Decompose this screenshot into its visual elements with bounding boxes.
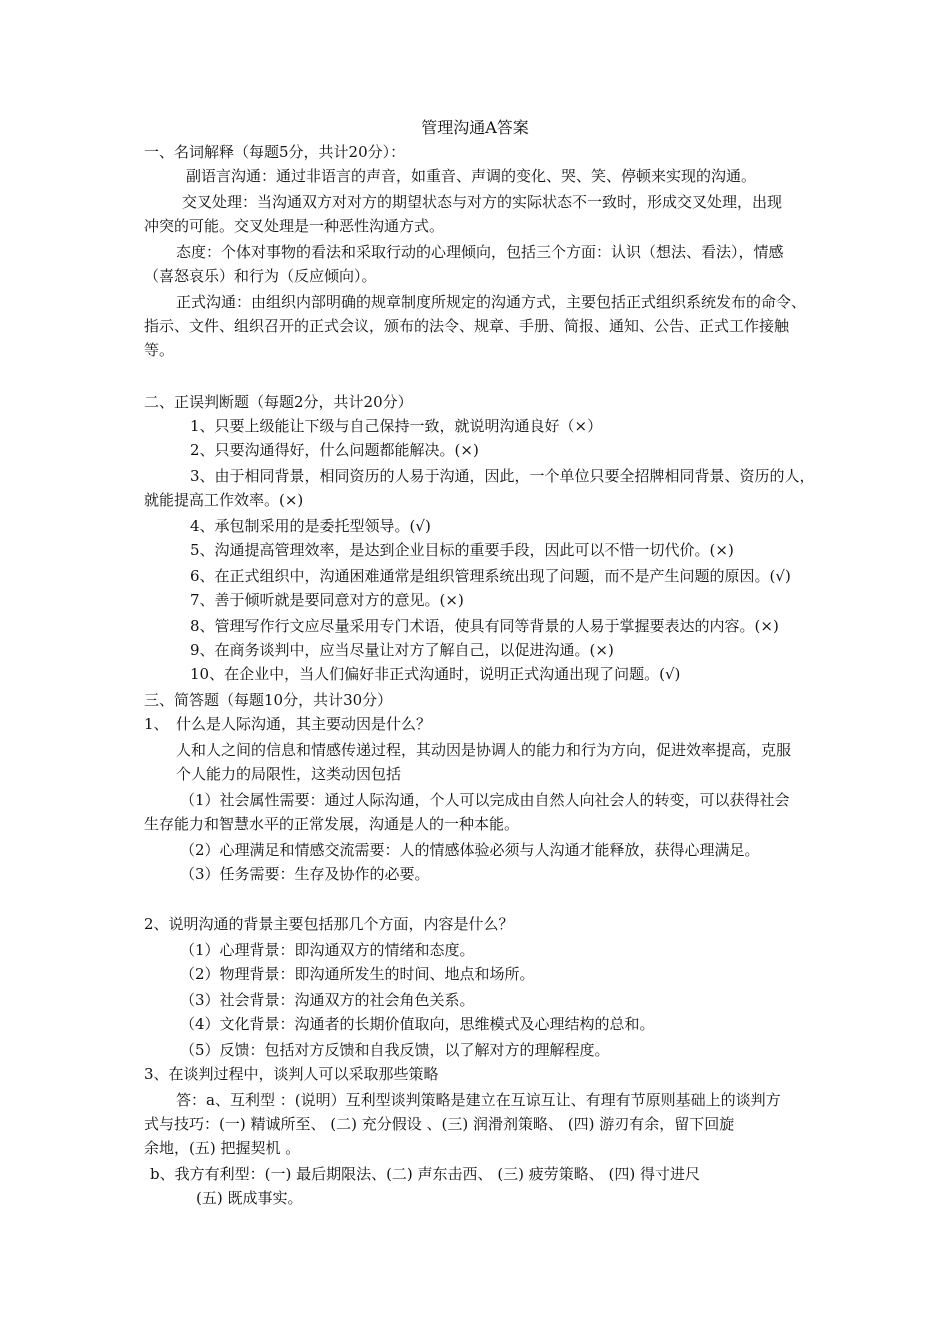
term-formal-communication-line1: 正式沟通：由组织内部明确的规章制度所规定的沟通方式，主要包括正式组织系统发布的命令、 xyxy=(176,293,807,311)
q1-answer-line1: 人和人之间的信息和情感传递过程，其动因是协调人的能力和行为方向，促进效率提高，克服 xyxy=(176,741,792,759)
judgement-item-5: 5、沟通提高管理效率，是达到企业目标的重要手段，因此可以不惜一切代价。(×) xyxy=(190,541,734,559)
term-paralanguage: 副语言沟通：通过非语言的声音，如重音、声调的变化、哭、笑、停顿来实现的沟通。 xyxy=(186,167,757,185)
q2-point-2: （2）物理背景：即沟通所发生的时间、地点和场所。 xyxy=(180,965,535,983)
q2-point-4: （4）文化背景：沟通者的长期价值取向，思维模式及心理结构的总和。 xyxy=(180,1015,655,1033)
judgement-item-2: 2、只要沟通得好，什么问题都能解决。(×) xyxy=(190,441,479,459)
judgement-item-4: 4、承包制采用的是委托型领导。(√) xyxy=(190,517,431,535)
q2-question: 2、说明沟通的背景主要包括那几个方面，内容是什么？ xyxy=(144,915,514,933)
q1-answer-line2: 个人能力的局限性，这类动因包括 xyxy=(176,765,402,783)
judgement-item-3-line1: 3、由于相同背景，相同资历的人易于沟通，因此，一个单位只要全招牌相同背景、资历的人， xyxy=(190,467,815,485)
q3-answer-line4: b、我方有利型：(一) 最后期限法、(二) 声东击西、 (三) 疲劳策略、 (四) 得寸进尺 xyxy=(150,1165,701,1183)
section2-heading: 二、正误判断题（每题2分，共计20分） xyxy=(144,393,413,411)
q3-answer-line2: 式与技巧：(一) 精诚所至、 (二) 充分假设 、(三) 润滑剂策略、 (四) 游刃有余，留下回旋 xyxy=(144,1115,735,1133)
term-attitude-line2: （喜怒哀乐）和行为（反应倾向）。 xyxy=(144,267,377,285)
q2-point-5: （5）反馈：包括对方反馈和自我反馈，以了解对方的理解程度。 xyxy=(180,1041,610,1059)
q1-point-3: （3）任务需要：生存及协作的必要。 xyxy=(180,865,430,883)
section3-heading: 三、简答题（每题10分，共计30分） xyxy=(144,691,393,709)
q1-point-2: （2）心理满足和情感交流需要：人的情感体验必须与人沟通才能释放，获得心理满足。 xyxy=(180,841,760,859)
q1-point-1-line1: （1）社会属性需要：通过人际沟通，个人可以完成由自然人向社会人的转变，可以获得社会 xyxy=(180,791,790,809)
page-title: 管理沟通A答案 xyxy=(421,118,529,137)
term-attitude-line1: 态度：个体对事物的看法和采取行动的心理倾向，包括三个方面：认识（想法、看法），情感 xyxy=(176,243,784,261)
q3-question: 3、在谈判过程中，谈判人可以采取那些策略 xyxy=(144,1065,439,1083)
q3-answer-line3: 余地，(五) 把握契机 。 xyxy=(144,1139,301,1157)
q2-point-1: （1）心理背景：即沟通双方的情绪和态度。 xyxy=(180,941,475,959)
judgement-item-7: 7、善于倾听就是要同意对方的意见。(×) xyxy=(190,591,464,609)
term-crossed-transaction-line2: 冲突的可能。交叉处理是一种恶性沟通方式。 xyxy=(144,217,445,235)
q2-point-3: （3）社会背景：沟通双方的社会角色关系。 xyxy=(180,991,475,1009)
judgement-item-10: 10、在企业中，当人们偏好非正式沟通时，说明正式沟通出现了问题。(√) xyxy=(190,665,681,683)
term-crossed-transaction-line1: 交叉处理：当沟通双方对对方的期望状态与对方的实际状态不一致时，形成交叉处理，出现 xyxy=(182,193,783,211)
judgement-item-9: 9、在商务谈判中，应当尽量让对方了解自己，以促进沟通。(×) xyxy=(190,641,614,659)
q3-answer-line5: (五) 既成事实。 xyxy=(196,1189,303,1207)
term-formal-communication-line2: 指示、文件、组织召开的正式会议，颁布的法令、规章、手册、简报、通知、公告、正式工作接触 xyxy=(144,317,790,335)
q3-answer-line1: 答：a、互利型 ：(说明）互利型谈判策略是建立在互谅互让、有理有节原则基础上的谈判方 xyxy=(176,1091,781,1109)
section1-heading: 一、名词解释（每题5分，共计20分）： xyxy=(144,143,406,161)
judgement-item-1: 1、只要上级能让下级与自己保持一致，就说明沟通良好（×） xyxy=(190,417,603,435)
q1-point-1-line2: 生存能力和智慧水平的正常发展，沟通是人的一种本能。 xyxy=(144,815,520,833)
q1-question: 1、 什么是人际沟通，其主要动因是什么？ xyxy=(144,715,432,733)
term-formal-communication-line3: 等。 xyxy=(144,341,175,359)
judgement-item-8: 8、管理写作行文应尽量采用专门术语，使具有同等背景的人易于掌握要表达的内容。(×) xyxy=(190,617,779,635)
judgement-item-6: 6、在正式组织中，沟通困难通常是组织管理系统出现了问题，而不是产生问题的原因。(√) xyxy=(190,567,791,585)
judgement-item-3-line2: 就能提高工作效率。(×) xyxy=(144,491,304,509)
